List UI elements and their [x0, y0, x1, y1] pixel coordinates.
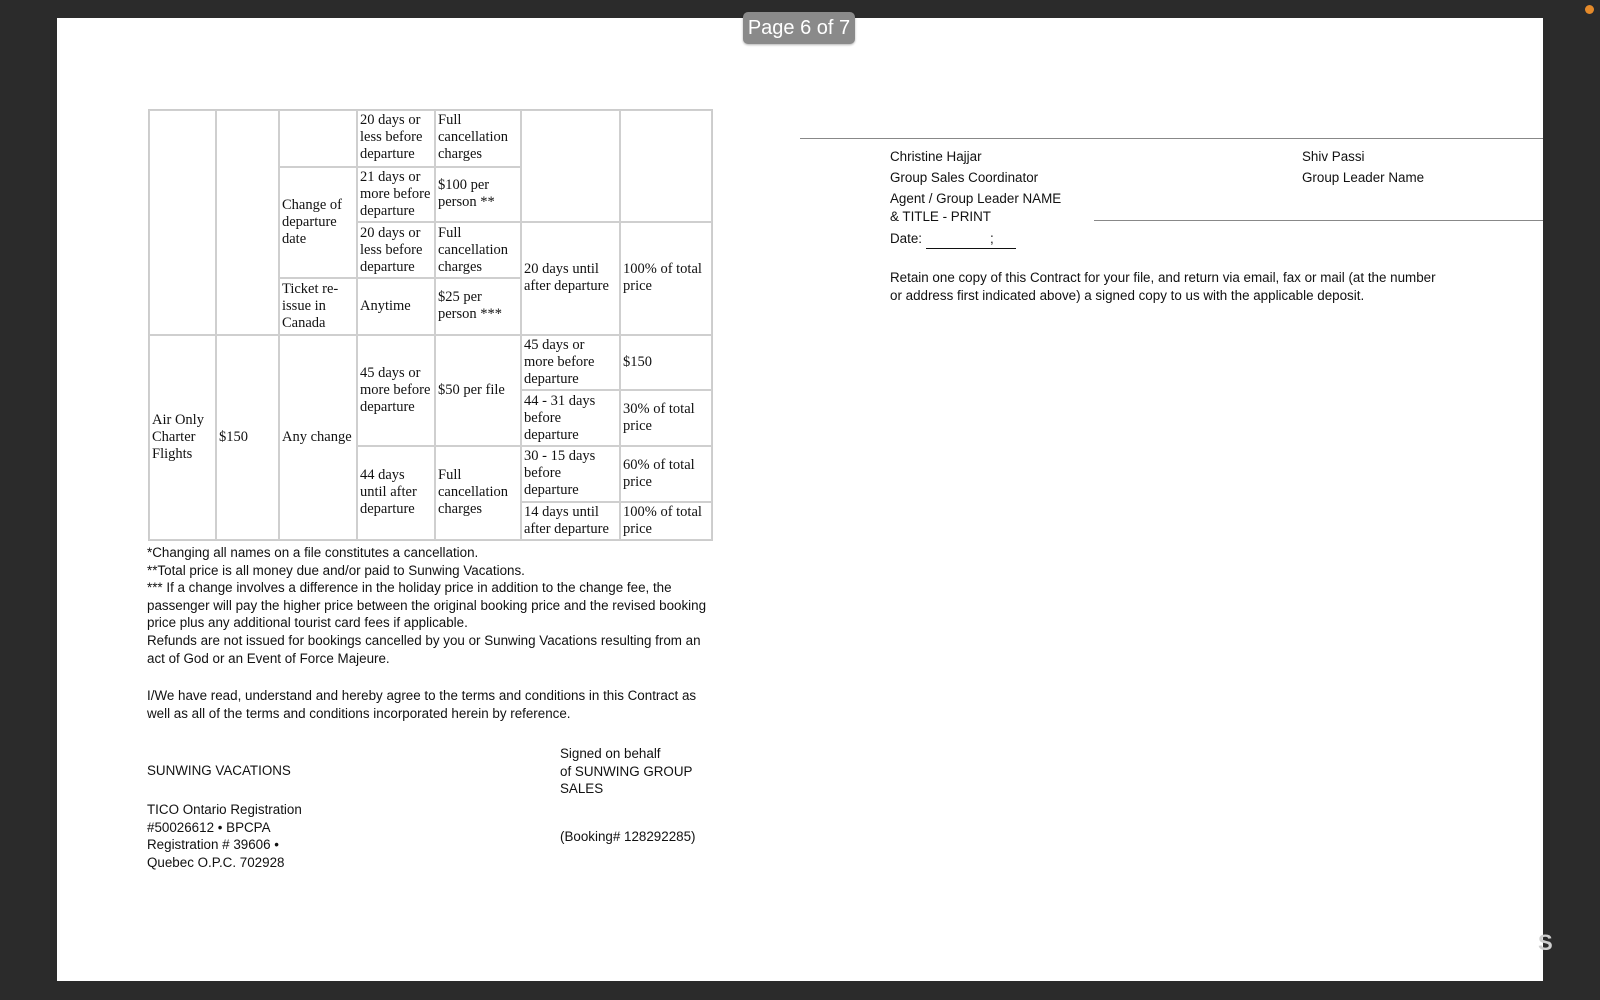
table-cell: 20 days or less before departure	[357, 110, 435, 167]
table-cell: 44 - 31 days before departure	[521, 390, 620, 446]
signed-on-behalf	[560, 745, 720, 798]
agreement-text: I/We have read, understand and hereby agree to the terms and conditions in this Contract as well as all of the terms and conditions incorporated herein by reference.	[147, 688, 697, 721]
table-cell: $25 per person ***	[435, 278, 521, 335]
footnotes	[147, 544, 717, 667]
table-cell	[620, 110, 712, 222]
registration-info	[147, 801, 407, 871]
date-label: Date:	[890, 231, 923, 246]
table-cell: $150	[620, 335, 712, 391]
date-field	[890, 230, 1090, 249]
table-cell: 14 days until after departure	[521, 502, 620, 540]
page-indicator: Page 6 of 7	[743, 12, 855, 44]
status-dot-icon	[1585, 5, 1594, 14]
table-cell: Any change	[279, 335, 357, 540]
agent-block	[890, 148, 1190, 225]
company-name: SUNWING VACATIONS	[147, 763, 291, 778]
table-cell: 100% of total price	[620, 502, 712, 540]
table-cell: 20 days or less before departure	[357, 222, 435, 278]
date-mark: ;	[990, 231, 994, 246]
table-row	[149, 110, 712, 167]
signed-line: Signed on behalf	[560, 746, 661, 761]
leader-signature-line	[1094, 220, 1543, 221]
table-cell	[279, 110, 357, 167]
registration-line: Quebec O.P.C. 702928	[147, 854, 285, 870]
table-cell: Change of departure date	[279, 167, 357, 278]
table-cell: 44 days until after departure	[357, 446, 435, 540]
table-cell: Ticket re-issue in Canada	[279, 278, 357, 335]
footnote-names: *Changing all names on a file constitutes a cancellation.	[147, 545, 479, 560]
agent-caption: Agent / Group Leader NAME	[890, 191, 1062, 207]
table-cell: 30% of total price	[620, 390, 712, 446]
registration-line: #50026612 • BPCPA	[147, 819, 271, 835]
table-cell: 100% of total price	[620, 222, 712, 334]
signature-line	[800, 138, 1543, 139]
edge-logo-icon: S	[1538, 930, 1553, 955]
leader-caption: Group Leader Name	[1302, 169, 1425, 185]
footnote-price-difference: *** If a change involves a difference in the holiday price in addition to the change fee, the passenger will pay the higher price between the original booking price and the revised booking price plus any additional tourist card fees if applicable.	[147, 580, 707, 631]
signed-line: SALES	[560, 781, 604, 797]
table-cell: Full cancellation charges	[435, 222, 521, 278]
registration-line: Registration # 39606 •	[147, 837, 279, 853]
registration-line: TICO Ontario Registration	[147, 802, 302, 817]
table-cell	[521, 110, 620, 222]
retain-instructions: Retain one copy of this Contract for your file, and return via email, fax or mail (at the number or address first indicated above) a signed copy to us with the applicable deposit.	[890, 270, 1436, 303]
table-cell	[216, 110, 279, 335]
policy-table	[148, 109, 713, 541]
table-cell	[149, 110, 216, 335]
leader-block	[1302, 148, 1532, 186]
table-row	[149, 335, 712, 391]
table-cell: $50 per file	[435, 335, 521, 446]
table-cell: 20 days until after departure	[521, 222, 620, 334]
table-cell: 45 days or more before departure	[521, 335, 620, 391]
date-underline	[926, 230, 1016, 249]
table-cell: Full cancellation charges	[435, 110, 521, 167]
leader-name: Shiv Passi	[1302, 149, 1365, 164]
table-cell: Anytime	[357, 278, 435, 335]
agent-title: Group Sales Coordinator	[890, 169, 1039, 185]
signed-line: of SUNWING GROUP	[560, 763, 693, 779]
agent-name: Christine Hajjar	[890, 149, 982, 164]
table-cell: $150	[216, 335, 279, 540]
table-cell: Full cancellation charges	[435, 446, 521, 540]
agent-caption: & TITLE - PRINT	[890, 208, 991, 224]
table-cell: 30 - 15 days before departure	[521, 446, 620, 502]
table-cell: $100 per person **	[435, 167, 521, 223]
footnote-total-price: **Total price is all money due and/or paid to Sunwing Vacations.	[147, 562, 525, 578]
table-cell: 60% of total price	[620, 446, 712, 502]
booking-number: (Booking# 128292285)	[560, 829, 696, 844]
table-cell: Air Only Charter Flights	[149, 335, 216, 540]
table-cell: 45 days or more before departure	[357, 335, 435, 446]
table-cell: 21 days or more before departure	[357, 167, 435, 223]
footnote-refunds: Refunds are not issued for bookings cancelled by you or Sunwing Vacations resulting from an act of God or an Event of Force Majeure.	[147, 632, 701, 666]
